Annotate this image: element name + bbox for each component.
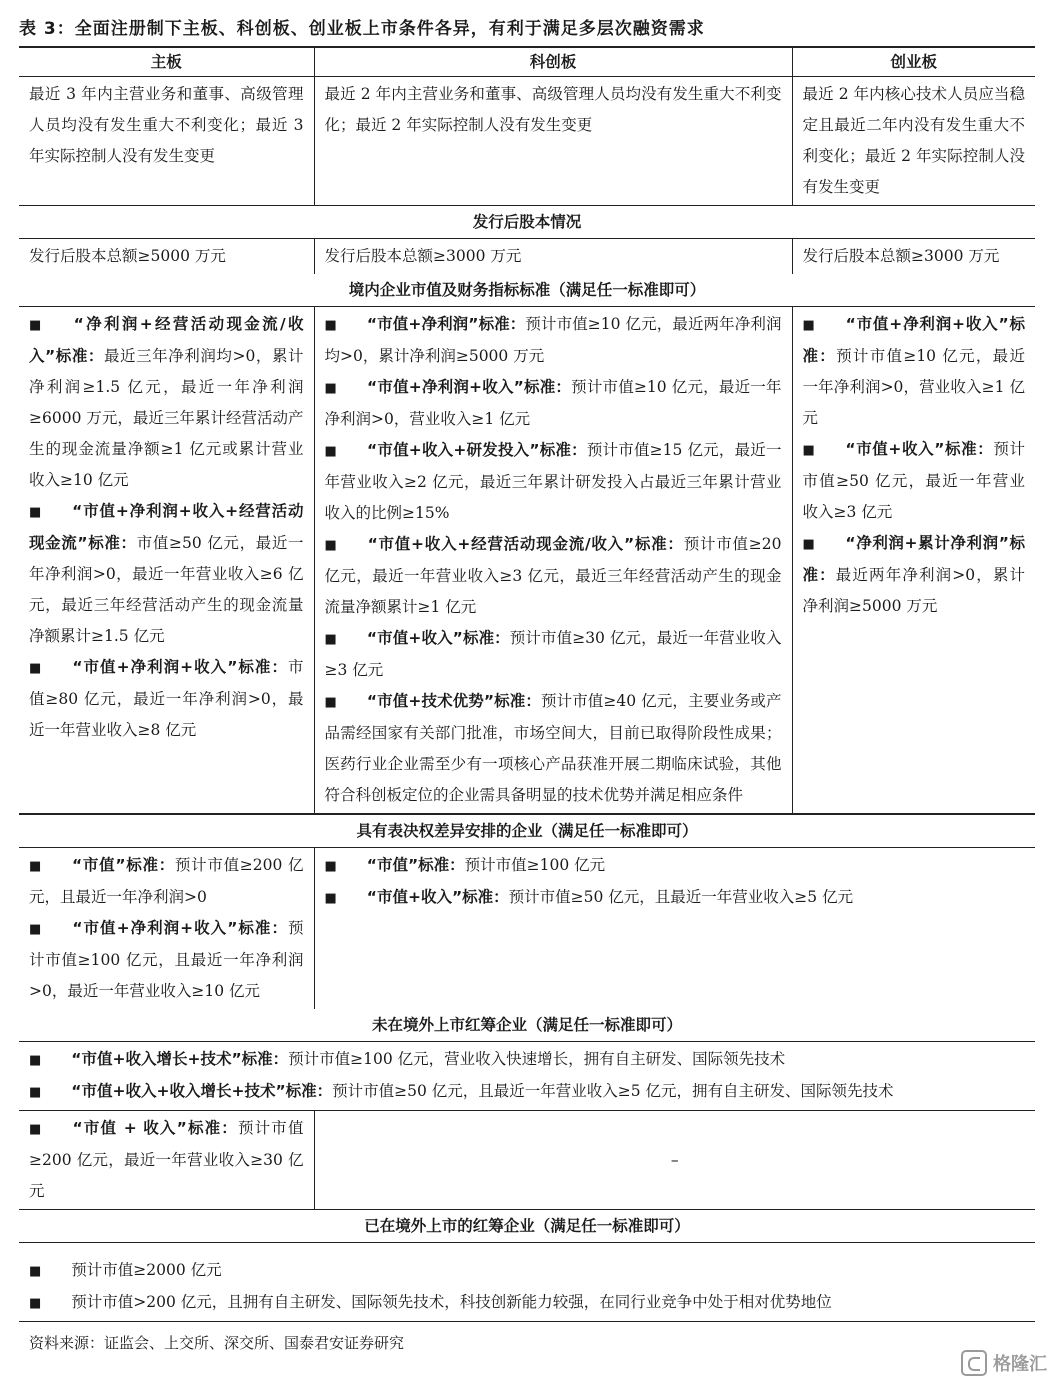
domestic-row [19,307,1035,815]
criterion-text: 预计市值>200 亿元，且拥有自主研发、国际领先技术，科技创新能力较强，在同行业竞争中处于相对优势地位 [71,1293,832,1311]
criterion-label: “市值+收入”标准： [366,888,509,906]
bullet-square-icon: ■ [29,661,43,676]
criterion-item [325,372,782,435]
bullet-square-icon: ■ [29,505,43,520]
equity-star: 发行后股本总额≥3000 万元 [314,239,792,275]
section-redchip-listed: 已在境外上市的红筹企业（满足任一标准即可） [19,1210,1035,1243]
criterion-item [29,652,304,746]
redchip-unlisted-main [19,1111,314,1210]
criterion-label: “市值+净利润+收入+经营活动现金流”标准： [29,502,304,552]
criterion-text: 预计市值≥30 亿元，最近一年营业收入≥3 亿元 [324,629,782,679]
criterion-text: 预计市值≥50 亿元，且最近一年营业收入≥5 亿元 [508,888,854,906]
criterion-label: “市值+收入”标准： [366,629,510,647]
criterion-label: “市值+净利润”标准： [366,315,526,333]
criterion-item [29,1044,1025,1076]
criterion-label: “市值+净利润+收入”标准： [802,315,1025,365]
bullet-square-icon: ■ [324,891,337,906]
bullet-square-icon: ■ [324,538,338,553]
section-redchip-unlisted: 未在境外上市红筹企业（满足任一标准即可） [19,1009,1035,1042]
redchip-listed-row [19,1243,1035,1322]
bullet-square-icon: ■ [29,318,44,333]
criterion-text: 预计市值≥2000 亿元 [71,1261,222,1279]
domestic-star [314,307,792,815]
bullet-square-icon: ■ [324,632,337,647]
section-vote: 具有表决权差异安排的企业（满足任一标准即可） [19,814,1035,848]
stability-star: 最近 2 年内主营业务和董事、高级管理人员均没有发生重大不利变化；最近 2 年实际控制人没有发生变更 [314,77,792,206]
redchip-listed [19,1243,1035,1322]
criterion-text: 市值≥80 亿元，最近一年净利润>0，最近一年营业收入≥8 亿元 [29,658,304,739]
criterion-item [29,1255,1025,1287]
col-header-main-board: 主板 [19,48,314,77]
col-header-star-market: 科创板 [314,48,792,77]
criterion-text: 预计市值≥10 亿元，最近一年净利润>0，营业收入≥1 亿元 [324,378,782,428]
table-title: 表 3：全面注册制下主板、科创板、创业板上市条件各异，有利于满足多层次融资需求 [19,12,1035,48]
redchip-unlisted-other: – [314,1111,1035,1210]
criterion-item [325,686,782,811]
section-equity: 发行后股本情况 [19,206,1035,239]
criterion-label: “市值+收入+经营活动现金流/收入”标准： [367,535,684,553]
vote-other [314,848,1035,1010]
redchip-unlisted-row [19,1111,1035,1210]
criterion-item [29,496,304,652]
bullet-square-icon: ■ [324,859,337,874]
criterion-label: “市值+净利润+收入”标准： [72,658,288,676]
criterion-text: 预计市值≥50 亿元，且最近一年营业收入≥5 亿元，拥有自主研发、国际领先技术 [332,1082,894,1100]
criterion-item [29,913,304,1007]
criterion-item [29,1113,304,1207]
criterion-label: “市值”标准： [366,856,465,874]
criterion-item [325,623,782,686]
criterion-label: “市值+收入+研发投入”标准： [366,441,587,459]
criterion-item [803,309,1026,434]
criterion-item [29,1076,1025,1108]
criterion-text: 最近两年净利润>0，累计净利润≥5000 万元 [802,566,1025,615]
criterion-text: 预计市值≥200 亿元，最近一年营业收入≥30 亿元 [29,1119,304,1200]
criterion-text: 预计市值≥50 亿元，最近一年营业收入≥3 亿元 [802,440,1025,521]
criterion-text: 预计市值≥200 亿元，且最近一年净利润>0 [29,856,304,906]
criterion-label: “市值”标准： [72,856,175,874]
equity-main: 发行后股本总额≥5000 万元 [19,239,314,275]
watermark-logo-icon [961,1350,987,1376]
watermark [961,1348,1047,1378]
source-note: 资料来源：证监会、上交所、深交所、国泰君安证券研究 [29,1334,405,1352]
criterion-text: 预计市值≥10 亿元，最近两年净利润均>0，累计净利润≥5000 万元 [324,315,782,365]
header-row [19,48,1035,77]
equity-gem: 发行后股本总额≥3000 万元 [802,247,1000,265]
equity-row [19,239,1035,275]
criterion-item [325,529,782,623]
bullet-square-icon: ■ [29,1122,43,1137]
bullet-square-icon: ■ [324,381,337,396]
criterion-item [29,309,304,496]
watermark-text: 格隆汇 [993,1354,1047,1375]
bullet-square-icon: ■ [802,537,816,552]
redchip-unlisted-all [19,1042,1035,1111]
bullet-square-icon: ■ [29,922,43,937]
section-domestic: 境内企业市值及财务指标标准（满足任一标准即可） [19,274,1035,307]
criterion-label: “市值+净利润+收入”标准： [366,378,572,396]
criterion-label: “净利润+累计净利润”标准： [802,534,1025,584]
domestic-gem [792,307,1035,815]
criterion-text: 预计市值≥100 亿元 [464,856,606,874]
redchip-unlisted-all-row [19,1042,1035,1111]
listing-conditions-table [19,48,1035,1322]
criterion-text: 预计市值≥15 亿元，最近一年营业收入≥2 亿元，最近三年累计研发投入占最近三年累计营业收入的比例≥15% [324,441,782,522]
criterion-item [325,850,1026,882]
criterion-item [803,434,1026,528]
criterion-text: 市值≥50 亿元，最近一年净利润>0，最近一年营业收入≥6 亿元，最近三年经营活动产生的现金流量净额累计≥1.5 亿元 [29,534,304,645]
criterion-text: 预计市值≥100 亿元，且最近一年净利润>0，最近一年营业收入≥10 亿元 [29,919,304,1000]
criterion-text: 预计市值≥40 亿元，主要业务或产品需经国家有关部门批准，市场空间大，目前已取得阶段性成果；医药行业企业需至少有一项核心产品获准开展二期临床试验，其他符合科创板定位的企业需具备明显的技术优势并满足相应条件 [324,692,782,804]
criterion-text: 最近三年净利润均>0，累计净利润≥1.5 亿元，最近一年净利润≥6000 万元，最近三年累计经营活动产生的现金流量净额≥1 亿元或累计营业收入≥10 亿元 [29,347,304,489]
criterion-text: 预计市值≥20 亿元，最近一年营业收入≥3 亿元，最近三年经营活动产生的现金流量净额累计≥1 亿元 [324,535,782,616]
bullet-square-icon: ■ [324,695,337,710]
domestic-main [19,307,314,815]
stability-gem: 最近 2 年内核心技术人员应当稳定且最近二年内没有发生重大不利变化；最近 2 年实际控制人没有发生变更 [792,77,1035,206]
vote-row [19,848,1035,1010]
stability-row [19,77,1035,206]
criterion-item [325,309,782,372]
bullet-square-icon: ■ [802,318,816,333]
criterion-label: “净利润+经营活动现金流/收入”标准： [29,315,304,365]
criterion-label: “市值 + 收入”标准： [72,1119,238,1137]
bullet-square-icon: ■ [324,318,337,333]
criterion-label: “市值+净利润+收入”标准： [72,919,288,937]
stability-main: 最近 3 年内主营业务和董事、高级管理人员均没有发生重大不利变化；最近 3 年实际控制人没有发生变更 [19,77,314,206]
bullet-square-icon: ■ [29,1053,42,1068]
criterion-item [325,435,782,529]
criterion-item [325,882,1026,914]
criterion-label: “市值+收入增长+技术”标准： [71,1050,289,1068]
criterion-text: 预计市值≥100 亿元，营业收入快速增长，拥有自主研发、国际领先技术 [288,1050,786,1068]
col-header-gem: 创业板 [792,48,1035,77]
criterion-item [803,528,1026,622]
bullet-square-icon: ■ [29,859,43,874]
report-table-page [19,12,1035,1358]
criterion-item [29,1287,1025,1319]
bullet-square-icon: ■ [29,1296,42,1311]
bullet-square-icon: ■ [324,444,337,459]
criterion-text: 预计市值≥10 亿元，最近一年净利润>0，营业收入≥1 亿元 [802,347,1025,427]
bullet-square-icon: ■ [29,1085,42,1100]
vote-main [19,848,314,1010]
bullet-square-icon: ■ [802,443,816,458]
criterion-label: “市值+收入+收入增长+技术”标准： [71,1082,333,1100]
bullet-square-icon: ■ [29,1264,42,1279]
criterion-label: “市值+技术优势”标准： [366,692,541,710]
criterion-label: “市值+收入”标准： [845,440,994,458]
criterion-item [29,850,304,913]
